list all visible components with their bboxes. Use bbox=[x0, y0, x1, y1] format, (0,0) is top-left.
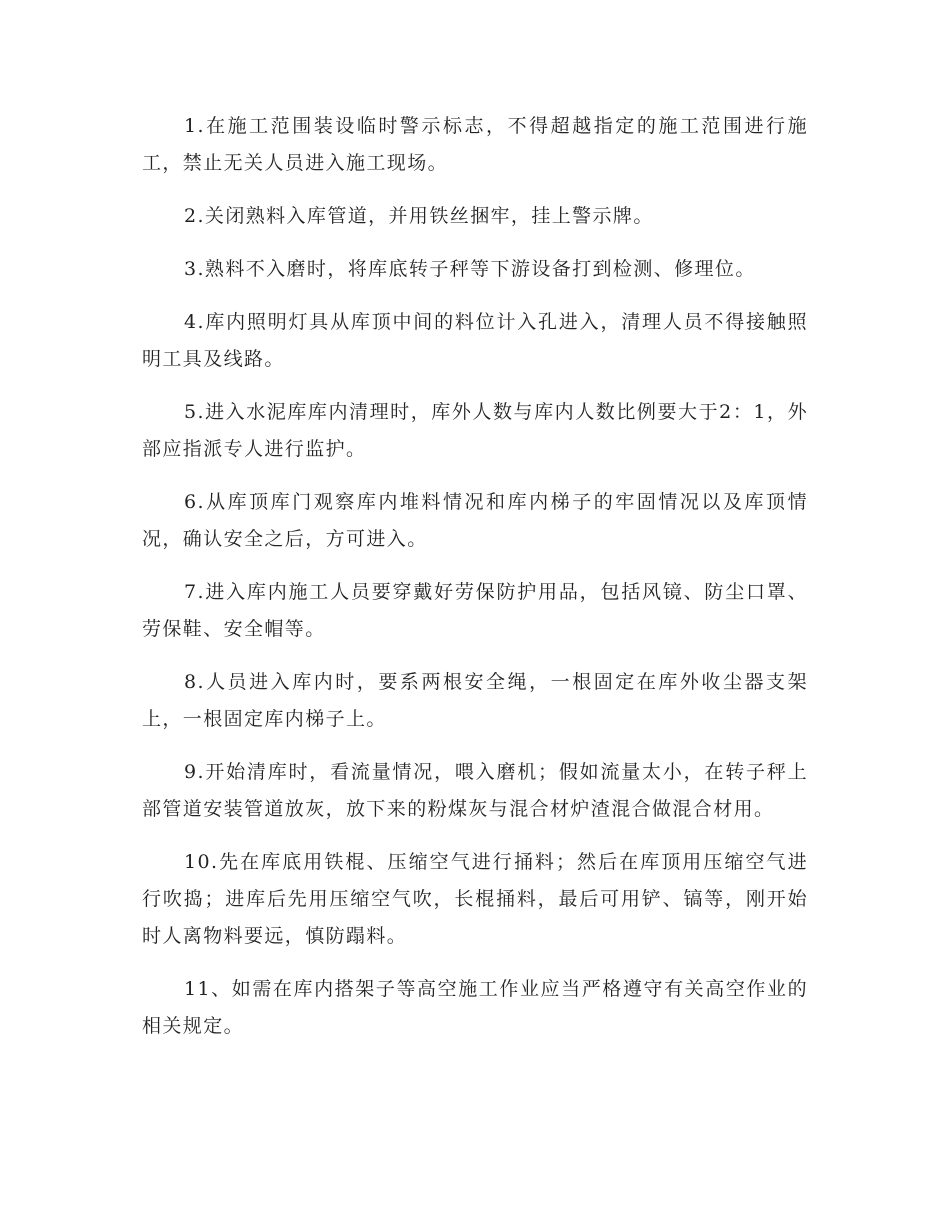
paragraph-item-10: 10.先在库底用铁棍、压缩空气进行捅料；然后在库顶用压缩空气进行吹捣；进库后先用压缩空气吹，长棍捅料，最后可用铲、镐等，刚开始时人离物料要远，慎防蹋料。 bbox=[142, 851, 808, 947]
document-body bbox=[142, 108, 808, 1061]
paragraph-item-8: 8.人员进入库内时，要系两根安全绳，一根固定在库外收尘器支架上，一根固定库内梯子上。 bbox=[142, 671, 808, 730]
paragraph-item-6: 6.从库顶库门观察库内堆料情况和库内梯子的牢固情况以及库顶情况，确认安全之后，方可进入。 bbox=[142, 491, 808, 550]
paragraph-item-3: 3.熟料不入磨时，将库底转子秤等下游设备打到检测、修理位。 bbox=[184, 258, 756, 280]
paragraph-item-1: 1.在施工范围装设临时警示标志，不得超越指定的施工范围进行施工，禁止无关人员进入施工现场。 bbox=[142, 115, 808, 174]
paragraph-item-7: 7.进入库内施工人员要穿戴好劳保防护用品，包括风镜、防尘口罩、劳保鞋、安全帽等。 bbox=[142, 581, 808, 640]
paragraph-item-2: 2.关闭熟料入库管道，并用铁丝捆牢，挂上警示牌。 bbox=[184, 205, 654, 227]
paragraph-item-11: 11、如需在库内搭架子等高空施工作业应当严格遵守有关高空作业的相关规定。 bbox=[142, 978, 808, 1037]
paragraph-item-9: 9.开始清库时，看流量情况，喂入磨机；假如流量太小，在转子秤上部管道安装管道放灰，放下来的粉煤灰与混合材炉渣混合做混合材用。 bbox=[142, 761, 808, 820]
paragraph-item-4: 4.库内照明灯具从库顶中间的料位计入孔进入，清理人员不得接触照明工具及线路。 bbox=[142, 311, 808, 370]
paragraph-item-5: 5.进入水泥库库内清理时，库外人数与库内人数比例要大于2：1，外部应指派专人进行监护。 bbox=[142, 401, 808, 460]
